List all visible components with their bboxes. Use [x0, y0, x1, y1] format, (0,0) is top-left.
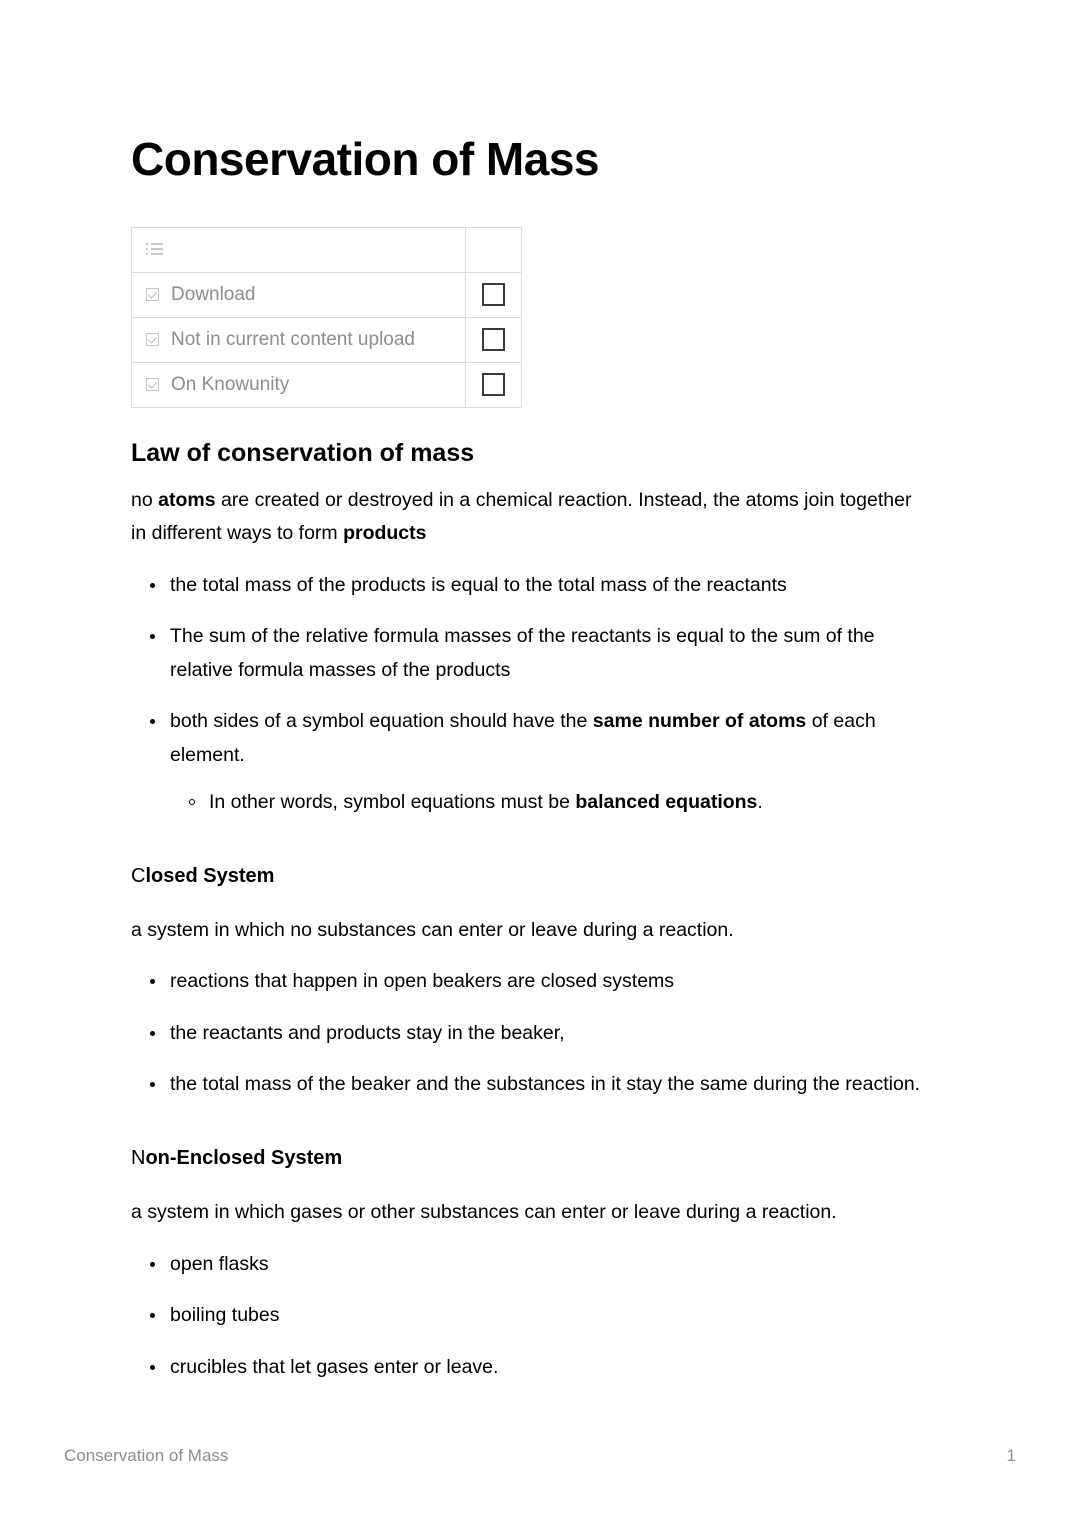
list-item-label: Download: [171, 284, 256, 306]
heading-non-enclosed-system-lead: N: [131, 1146, 146, 1169]
list-item: [131, 1299, 921, 1333]
list-item: [131, 965, 921, 999]
checked-box-icon[interactable]: [146, 288, 159, 301]
sub-list-item-bold-balanced-equations: balanced equations: [575, 791, 758, 814]
list-item-label: Not in current content upload: [171, 329, 415, 351]
heading-closed-system-rest: losed System: [145, 864, 275, 887]
list-item: [131, 1248, 921, 1282]
list-item: [131, 569, 921, 603]
list-item-label: On Knowunity: [171, 374, 290, 396]
checked-box-icon[interactable]: [146, 333, 159, 346]
non-enclosed-system-bullet-list: [131, 1248, 921, 1385]
checked-box-icon[interactable]: [146, 378, 159, 391]
checkbox-unchecked-icon[interactable]: [482, 373, 505, 396]
list-item: [131, 1351, 921, 1385]
heading-law-of-conservation-of-mass: Law of conservation of mass: [131, 438, 475, 467]
header-cell-list: [132, 227, 466, 272]
list-item-text: reactions that happen in open beakers are closed systems: [170, 970, 675, 993]
list-item: [131, 1068, 921, 1102]
page-title: Conservation of Mass: [131, 133, 599, 185]
list-item-text: the reactants and products stay in the beaker,: [170, 1021, 565, 1044]
document-content: [131, 0, 921, 1384]
heading-closed-system-lead: C: [131, 864, 146, 887]
checkbox-unchecked-icon[interactable]: [482, 328, 505, 351]
checklist-table: [131, 227, 522, 408]
list-item-text: the total mass of the products is equal to the total mass of the reactants: [170, 573, 787, 596]
heading-non-enclosed-system-rest: on-Enclosed System: [145, 1146, 343, 1169]
law-intro-bold-atoms: atoms: [158, 488, 216, 511]
checklist-label-cell-not-in-current-content-upload: [132, 317, 466, 362]
checklist-label-cell-download: [132, 272, 466, 317]
list-item-text: The sum of the relative formula masses of the reactants is equal to the sum of the relative formula masses of the products: [170, 625, 875, 681]
table-row: [132, 272, 522, 317]
law-intro-part2: are created or destroyed in a chemical reaction. Instead, the atoms join together in different ways to form: [131, 488, 912, 545]
sub-list-item-text-part2: .: [757, 791, 763, 814]
list-item-text: open flasks: [170, 1252, 269, 1275]
list-item-text-part1: both sides of a symbol equation should have the: [170, 710, 593, 733]
table-row: [132, 317, 522, 362]
bulleted-list-icon: [146, 243, 163, 256]
footer-document-name: Conservation of Mass: [64, 1446, 229, 1465]
footer-page-number: 1: [1006, 1446, 1016, 1465]
closed-system-description: a system in which no substances can enter or leave during a reaction.: [131, 918, 734, 941]
heading-closed-system: [131, 864, 921, 888]
non-enclosed-system-description: a system in which gases or other substances can enter or leave during a reaction.: [131, 1200, 837, 1223]
header-cell-empty: [466, 227, 522, 272]
heading-non-enclosed-system: [131, 1146, 921, 1170]
law-intro-part1: no: [131, 488, 159, 511]
list-item-text: crucibles that let gases enter or leave.: [170, 1355, 499, 1378]
checklist-checkbox-cell-on-knowunity: [466, 362, 522, 407]
table-header-row: [132, 227, 522, 272]
law-intro-paragraph: [131, 484, 921, 551]
checklist-label-cell-on-knowunity: [132, 362, 466, 407]
page-footer: [64, 1446, 1016, 1466]
closed-system-bullet-list: [131, 965, 921, 1102]
law-sub-bullet-list: [170, 786, 921, 820]
table-row: [132, 362, 522, 407]
list-item: [131, 1017, 921, 1051]
list-item-text: the total mass of the beaker and the substances in it stay the same during the reaction.: [170, 1073, 921, 1096]
law-bullet-list: [131, 569, 921, 820]
list-item: [131, 705, 921, 820]
checklist-checkbox-cell-download: [466, 272, 522, 317]
list-item-text-part2: of each element.: [170, 710, 876, 766]
list-item-text: boiling tubes: [170, 1304, 280, 1327]
list-item: [131, 620, 921, 687]
list-item: [170, 786, 921, 820]
list-item-bold-same-number-of-atoms: same number of atoms: [592, 710, 807, 733]
law-intro-bold-products: products: [343, 522, 427, 545]
checkbox-unchecked-icon[interactable]: [482, 283, 505, 306]
sub-list-item-text-part1: In other words, symbol equations must be: [209, 791, 576, 814]
checklist-checkbox-cell-not-in-current-content-upload: [466, 317, 522, 362]
